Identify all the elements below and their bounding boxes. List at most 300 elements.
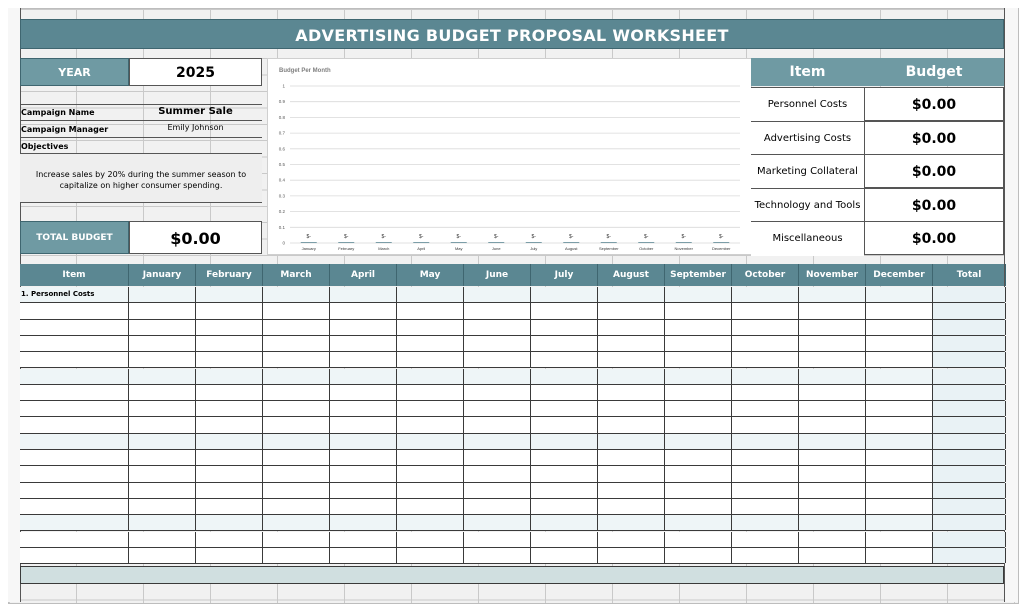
table-cell[interactable] bbox=[799, 287, 866, 302]
table-cell[interactable] bbox=[20, 320, 129, 335]
table-cell[interactable] bbox=[196, 532, 263, 547]
table-cell[interactable] bbox=[665, 532, 732, 547]
table-cell[interactable] bbox=[933, 287, 1006, 302]
summary-item: Marketing Collateral bbox=[751, 154, 864, 189]
table-cell[interactable] bbox=[330, 515, 397, 530]
table-cell[interactable] bbox=[531, 434, 598, 449]
table-cell[interactable] bbox=[397, 352, 464, 367]
data-label: $- bbox=[531, 234, 536, 240]
x-tick-label: October bbox=[639, 246, 654, 251]
table-cell[interactable] bbox=[598, 515, 665, 530]
table-cell[interactable] bbox=[531, 401, 598, 416]
table-cell[interactable] bbox=[665, 287, 732, 302]
table-cell[interactable] bbox=[531, 369, 598, 384]
table-cell[interactable] bbox=[196, 417, 263, 432]
table-cell[interactable] bbox=[20, 303, 129, 318]
table-cell[interactable] bbox=[129, 417, 196, 432]
table-cell[interactable] bbox=[598, 434, 665, 449]
table-cell[interactable] bbox=[866, 369, 933, 384]
table-cell[interactable] bbox=[330, 483, 397, 498]
table-cell[interactable] bbox=[799, 336, 866, 351]
table-cell[interactable] bbox=[464, 287, 531, 302]
table-cell[interactable] bbox=[464, 548, 531, 563]
table-cell[interactable] bbox=[866, 401, 933, 416]
table-cell[interactable] bbox=[129, 499, 196, 514]
table-cell[interactable] bbox=[531, 336, 598, 351]
table-cell[interactable] bbox=[20, 352, 129, 367]
table-cell[interactable] bbox=[129, 532, 196, 547]
table-cell[interactable] bbox=[263, 287, 330, 302]
table-cell[interactable] bbox=[866, 532, 933, 547]
table-cell[interactable] bbox=[20, 450, 129, 465]
table-cell[interactable] bbox=[196, 352, 263, 367]
table-cell[interactable] bbox=[464, 515, 531, 530]
table-row bbox=[20, 320, 1004, 336]
table-cell[interactable] bbox=[20, 369, 129, 384]
table-cell[interactable] bbox=[20, 466, 129, 481]
table-cell[interactable] bbox=[464, 499, 531, 514]
table-cell[interactable] bbox=[20, 434, 129, 449]
campaign-manager-value[interactable]: Emily Johnson bbox=[167, 123, 224, 132]
table-cell[interactable] bbox=[732, 303, 799, 318]
table-cell[interactable] bbox=[263, 483, 330, 498]
table-cell[interactable] bbox=[598, 466, 665, 481]
table-cell[interactable] bbox=[196, 336, 263, 351]
table-cell[interactable] bbox=[598, 287, 665, 302]
table-cell[interactable] bbox=[330, 401, 397, 416]
table-cell[interactable] bbox=[799, 434, 866, 449]
table-cell[interactable] bbox=[598, 401, 665, 416]
y-tick-label: 0.2 bbox=[278, 209, 285, 215]
table-cell[interactable] bbox=[866, 336, 933, 351]
table-cell[interactable] bbox=[129, 434, 196, 449]
table-cell[interactable] bbox=[20, 385, 129, 400]
table-cell[interactable] bbox=[330, 303, 397, 318]
table-cell[interactable] bbox=[263, 352, 330, 367]
table-cell[interactable] bbox=[330, 532, 397, 547]
table-cell[interactable] bbox=[196, 548, 263, 563]
table-row bbox=[20, 532, 1004, 548]
table-cell[interactable] bbox=[531, 287, 598, 302]
table-cell[interactable] bbox=[933, 401, 1006, 416]
table-cell[interactable] bbox=[196, 466, 263, 481]
table-cell[interactable] bbox=[732, 483, 799, 498]
data-label: $- bbox=[494, 234, 499, 240]
table-cell[interactable] bbox=[263, 320, 330, 335]
table-cell[interactable] bbox=[799, 385, 866, 400]
table-cell[interactable] bbox=[598, 369, 665, 384]
table-cell[interactable] bbox=[330, 385, 397, 400]
table-cell[interactable] bbox=[799, 483, 866, 498]
table-cell[interactable] bbox=[263, 385, 330, 400]
table-cell[interactable] bbox=[20, 336, 129, 351]
table-cell[interactable] bbox=[20, 515, 129, 530]
table-cell[interactable] bbox=[397, 434, 464, 449]
table-cell[interactable] bbox=[665, 466, 732, 481]
table-cell[interactable] bbox=[129, 336, 196, 351]
table-cell[interactable] bbox=[531, 385, 598, 400]
summary-row bbox=[751, 188, 1004, 222]
table-row bbox=[20, 287, 1004, 303]
table-cell[interactable] bbox=[531, 352, 598, 367]
table-cell[interactable] bbox=[531, 548, 598, 563]
table-cell[interactable] bbox=[330, 336, 397, 351]
table-cell[interactable] bbox=[531, 320, 598, 335]
table-cell[interactable] bbox=[665, 352, 732, 367]
table-cell[interactable] bbox=[397, 320, 464, 335]
section-label[interactable]: 1. Personnel Costs bbox=[20, 287, 129, 302]
table-cell[interactable] bbox=[397, 532, 464, 547]
bar bbox=[301, 242, 317, 243]
table-cell[interactable] bbox=[531, 499, 598, 514]
table-cell[interactable] bbox=[799, 369, 866, 384]
table-cell[interactable] bbox=[531, 303, 598, 318]
table-cell[interactable] bbox=[866, 499, 933, 514]
table-cell[interactable] bbox=[732, 401, 799, 416]
data-label: $- bbox=[681, 234, 686, 240]
table-cell[interactable] bbox=[129, 466, 196, 481]
table-cell[interactable] bbox=[263, 515, 330, 530]
table-cell[interactable] bbox=[866, 417, 933, 432]
table-row bbox=[20, 434, 1004, 450]
table-cell[interactable] bbox=[665, 401, 732, 416]
table-cell[interactable] bbox=[799, 499, 866, 514]
y-tick-label: 0.8 bbox=[278, 114, 285, 120]
table-cell[interactable] bbox=[732, 336, 799, 351]
table-cell[interactable] bbox=[263, 466, 330, 481]
table-cell[interactable] bbox=[464, 483, 531, 498]
summary-budget: $0.00 bbox=[864, 121, 1004, 155]
table-cell[interactable] bbox=[196, 369, 263, 384]
table-cell[interactable] bbox=[799, 401, 866, 416]
table-cell[interactable] bbox=[866, 548, 933, 563]
table-cell[interactable] bbox=[129, 369, 196, 384]
column-header: October bbox=[732, 264, 799, 286]
table-cell[interactable] bbox=[933, 532, 1006, 547]
table-row bbox=[20, 548, 1004, 564]
table-cell[interactable] bbox=[196, 287, 263, 302]
table-cell[interactable] bbox=[464, 369, 531, 384]
y-tick-label: 0.1 bbox=[278, 224, 285, 230]
data-label: $- bbox=[306, 234, 311, 240]
total-budget-label: TOTAL BUDGET bbox=[20, 221, 129, 254]
campaign-name-value[interactable]: Summer Sale bbox=[158, 106, 233, 117]
table-cell[interactable] bbox=[397, 385, 464, 400]
table-cell[interactable] bbox=[397, 499, 464, 514]
table-cell[interactable] bbox=[397, 466, 464, 481]
table-cell[interactable] bbox=[732, 417, 799, 432]
table-cell[interactable] bbox=[866, 466, 933, 481]
table-cell[interactable] bbox=[263, 548, 330, 563]
table-row bbox=[20, 401, 1004, 417]
table-cell[interactable] bbox=[598, 320, 665, 335]
table-cell[interactable] bbox=[397, 450, 464, 465]
table-cell[interactable] bbox=[732, 369, 799, 384]
x-tick-label: July bbox=[530, 246, 538, 251]
table-cell[interactable] bbox=[129, 450, 196, 465]
table-cell[interactable] bbox=[665, 548, 732, 563]
summary-item-header: Item bbox=[751, 58, 864, 86]
table-cell[interactable] bbox=[732, 499, 799, 514]
column-header: March bbox=[263, 264, 330, 286]
x-tick-label: June bbox=[491, 246, 501, 251]
table-cell[interactable] bbox=[397, 483, 464, 498]
table-cell[interactable] bbox=[732, 450, 799, 465]
table-cell[interactable] bbox=[330, 548, 397, 563]
table-cell[interactable] bbox=[464, 532, 531, 547]
table-cell[interactable] bbox=[20, 499, 129, 514]
table-cell[interactable] bbox=[732, 320, 799, 335]
table-cell[interactable] bbox=[20, 483, 129, 498]
table-cell[interactable] bbox=[665, 385, 732, 400]
x-tick-label: April bbox=[417, 246, 426, 251]
column-header: June bbox=[464, 264, 531, 286]
table-cell[interactable] bbox=[263, 434, 330, 449]
table-cell[interactable] bbox=[665, 450, 732, 465]
table-cell[interactable] bbox=[665, 499, 732, 514]
summary-budget-header: Budget bbox=[864, 58, 1004, 86]
table-cell[interactable] bbox=[866, 483, 933, 498]
table-cell[interactable] bbox=[732, 385, 799, 400]
table-cell[interactable] bbox=[129, 515, 196, 530]
table-cell[interactable] bbox=[263, 499, 330, 514]
table-cell[interactable] bbox=[397, 336, 464, 351]
data-label: $- bbox=[381, 234, 386, 240]
table-cell[interactable] bbox=[866, 287, 933, 302]
bar bbox=[601, 242, 617, 243]
table-cell[interactable] bbox=[933, 450, 1006, 465]
bar bbox=[488, 242, 504, 243]
table-cell[interactable] bbox=[933, 499, 1006, 514]
table-cell[interactable] bbox=[464, 401, 531, 416]
table-cell[interactable] bbox=[799, 417, 866, 432]
table-cell[interactable] bbox=[129, 303, 196, 318]
table-cell[interactable] bbox=[196, 499, 263, 514]
table-cell[interactable] bbox=[866, 385, 933, 400]
table-cell[interactable] bbox=[196, 434, 263, 449]
x-tick-label: November bbox=[674, 246, 693, 251]
table-cell[interactable] bbox=[598, 499, 665, 514]
table-cell[interactable] bbox=[397, 548, 464, 563]
table-cell[interactable] bbox=[129, 287, 196, 302]
table-cell[interactable] bbox=[598, 532, 665, 547]
table-cell[interactable] bbox=[20, 417, 129, 432]
table-cell[interactable] bbox=[464, 434, 531, 449]
table-cell[interactable] bbox=[263, 303, 330, 318]
table-cell[interactable] bbox=[665, 369, 732, 384]
table-header bbox=[20, 264, 1004, 286]
table-cell[interactable] bbox=[933, 336, 1006, 351]
table-cell[interactable] bbox=[263, 417, 330, 432]
column-header: Item bbox=[20, 264, 129, 286]
table-cell[interactable] bbox=[330, 369, 397, 384]
table-cell[interactable] bbox=[799, 352, 866, 367]
table-cell[interactable] bbox=[330, 434, 397, 449]
worksheet-title: ADVERTISING BUDGET PROPOSAL WORKSHEET bbox=[20, 19, 1004, 49]
table-cell[interactable] bbox=[330, 450, 397, 465]
table-cell[interactable] bbox=[866, 303, 933, 318]
table-cell[interactable] bbox=[933, 352, 1006, 367]
table-cell[interactable] bbox=[531, 515, 598, 530]
table-cell[interactable] bbox=[866, 352, 933, 367]
table-cell[interactable] bbox=[732, 548, 799, 563]
table-cell[interactable] bbox=[20, 532, 129, 547]
table-cell[interactable] bbox=[330, 466, 397, 481]
table-cell[interactable] bbox=[330, 499, 397, 514]
table-row bbox=[20, 336, 1004, 352]
table-cell[interactable] bbox=[598, 336, 665, 351]
table-cell[interactable] bbox=[799, 450, 866, 465]
table-cell[interactable] bbox=[20, 548, 129, 563]
table-cell[interactable] bbox=[598, 417, 665, 432]
table-cell[interactable] bbox=[866, 320, 933, 335]
table-cell[interactable] bbox=[397, 303, 464, 318]
table-cell[interactable] bbox=[732, 434, 799, 449]
table-cell[interactable] bbox=[665, 434, 732, 449]
table-cell[interactable] bbox=[196, 401, 263, 416]
x-tick-label: August bbox=[565, 246, 578, 251]
table-cell[interactable] bbox=[598, 303, 665, 318]
table-cell[interactable] bbox=[531, 532, 598, 547]
table-cell[interactable] bbox=[129, 548, 196, 563]
x-tick-label: September bbox=[598, 246, 619, 251]
table-cell[interactable] bbox=[531, 450, 598, 465]
table-cell[interactable] bbox=[129, 483, 196, 498]
table-cell[interactable] bbox=[464, 320, 531, 335]
table-cell[interactable] bbox=[196, 320, 263, 335]
table-cell[interactable] bbox=[799, 303, 866, 318]
bar bbox=[338, 242, 354, 243]
table-cell[interactable] bbox=[665, 483, 732, 498]
table-cell[interactable] bbox=[866, 450, 933, 465]
table-cell[interactable] bbox=[129, 352, 196, 367]
x-tick-label: February bbox=[338, 246, 355, 251]
table-cell[interactable] bbox=[598, 483, 665, 498]
table-cell[interactable] bbox=[196, 515, 263, 530]
table-cell[interactable] bbox=[866, 434, 933, 449]
table-cell[interactable] bbox=[799, 548, 866, 563]
objectives-text[interactable]: Increase sales by 20% during the summer season to capitalize on higher consumer spending. bbox=[35, 170, 247, 190]
column-header: Total bbox=[933, 264, 1006, 286]
table-cell[interactable] bbox=[330, 320, 397, 335]
table-cell[interactable] bbox=[531, 483, 598, 498]
table-cell[interactable] bbox=[464, 336, 531, 351]
table-cell[interactable] bbox=[397, 287, 464, 302]
table-cell[interactable] bbox=[933, 303, 1006, 318]
table-cell[interactable] bbox=[732, 287, 799, 302]
table-cell[interactable] bbox=[196, 450, 263, 465]
table-cell[interactable] bbox=[330, 417, 397, 432]
table-row bbox=[20, 352, 1004, 368]
table-cell[interactable] bbox=[665, 303, 732, 318]
table-row bbox=[20, 369, 1004, 385]
column-header: August bbox=[598, 264, 665, 286]
table-cell[interactable] bbox=[799, 515, 866, 530]
table-cell[interactable] bbox=[598, 450, 665, 465]
table-cell[interactable] bbox=[598, 385, 665, 400]
y-tick-label: 0.9 bbox=[278, 99, 285, 105]
table-cell[interactable] bbox=[799, 466, 866, 481]
summary-budget: $0.00 bbox=[864, 154, 1004, 188]
summary-item: Technology and Tools bbox=[751, 188, 864, 223]
table-cell[interactable] bbox=[464, 466, 531, 481]
table-cell[interactable] bbox=[933, 385, 1006, 400]
table-cell[interactable] bbox=[665, 515, 732, 530]
table-cell[interactable] bbox=[665, 417, 732, 432]
table-cell[interactable] bbox=[732, 466, 799, 481]
table-cell[interactable] bbox=[933, 434, 1006, 449]
table-cell[interactable] bbox=[799, 320, 866, 335]
data-label: $- bbox=[719, 234, 724, 240]
table-cell[interactable] bbox=[531, 417, 598, 432]
table-cell[interactable] bbox=[665, 320, 732, 335]
table-cell[interactable] bbox=[263, 401, 330, 416]
table-cell[interactable] bbox=[732, 515, 799, 530]
table-cell[interactable] bbox=[665, 336, 732, 351]
bar bbox=[676, 242, 692, 243]
table-cell[interactable] bbox=[263, 532, 330, 547]
year-value[interactable]: 2025 bbox=[129, 58, 262, 86]
table-cell[interactable] bbox=[129, 385, 196, 400]
table-cell[interactable] bbox=[799, 532, 866, 547]
table-cell[interactable] bbox=[464, 450, 531, 465]
table-cell[interactable] bbox=[933, 515, 1006, 530]
table-cell[interactable] bbox=[732, 352, 799, 367]
table-cell[interactable] bbox=[196, 385, 263, 400]
table-cell[interactable] bbox=[464, 417, 531, 432]
table-cell[interactable] bbox=[531, 466, 598, 481]
table-cell[interactable] bbox=[732, 532, 799, 547]
table-cell[interactable] bbox=[464, 303, 531, 318]
bar bbox=[376, 242, 392, 243]
data-label: $- bbox=[344, 234, 349, 240]
table-cell[interactable] bbox=[866, 515, 933, 530]
table-cell[interactable] bbox=[598, 352, 665, 367]
table-cell[interactable] bbox=[263, 336, 330, 351]
table-cell[interactable] bbox=[397, 401, 464, 416]
table-cell[interactable] bbox=[933, 466, 1006, 481]
table-cell[interactable] bbox=[933, 417, 1006, 432]
data-label: $- bbox=[644, 234, 649, 240]
table-cell[interactable] bbox=[196, 303, 263, 318]
table-cell[interactable] bbox=[196, 483, 263, 498]
x-tick-label: January bbox=[301, 246, 316, 251]
data-label: $- bbox=[569, 234, 574, 240]
table-row bbox=[20, 499, 1004, 515]
table-cell[interactable] bbox=[598, 548, 665, 563]
bar bbox=[413, 242, 429, 243]
summary-item: Personnel Costs bbox=[751, 87, 864, 122]
table-cell[interactable] bbox=[933, 548, 1006, 563]
table-cell[interactable] bbox=[263, 450, 330, 465]
table-cell[interactable] bbox=[397, 515, 464, 530]
table-cell[interactable] bbox=[933, 369, 1006, 384]
table-cell[interactable] bbox=[129, 401, 196, 416]
table-cell[interactable] bbox=[464, 385, 531, 400]
table-cell[interactable] bbox=[20, 401, 129, 416]
summary-row bbox=[751, 121, 1004, 155]
table-cell[interactable] bbox=[464, 352, 531, 367]
table-cell[interactable] bbox=[397, 417, 464, 432]
table-cell[interactable] bbox=[330, 287, 397, 302]
table-cell[interactable] bbox=[330, 352, 397, 367]
bar bbox=[526, 242, 542, 243]
table-cell[interactable] bbox=[263, 369, 330, 384]
table-cell[interactable] bbox=[933, 320, 1006, 335]
table-cell[interactable] bbox=[129, 320, 196, 335]
table-cell[interactable] bbox=[933, 483, 1006, 498]
table-cell[interactable] bbox=[397, 369, 464, 384]
